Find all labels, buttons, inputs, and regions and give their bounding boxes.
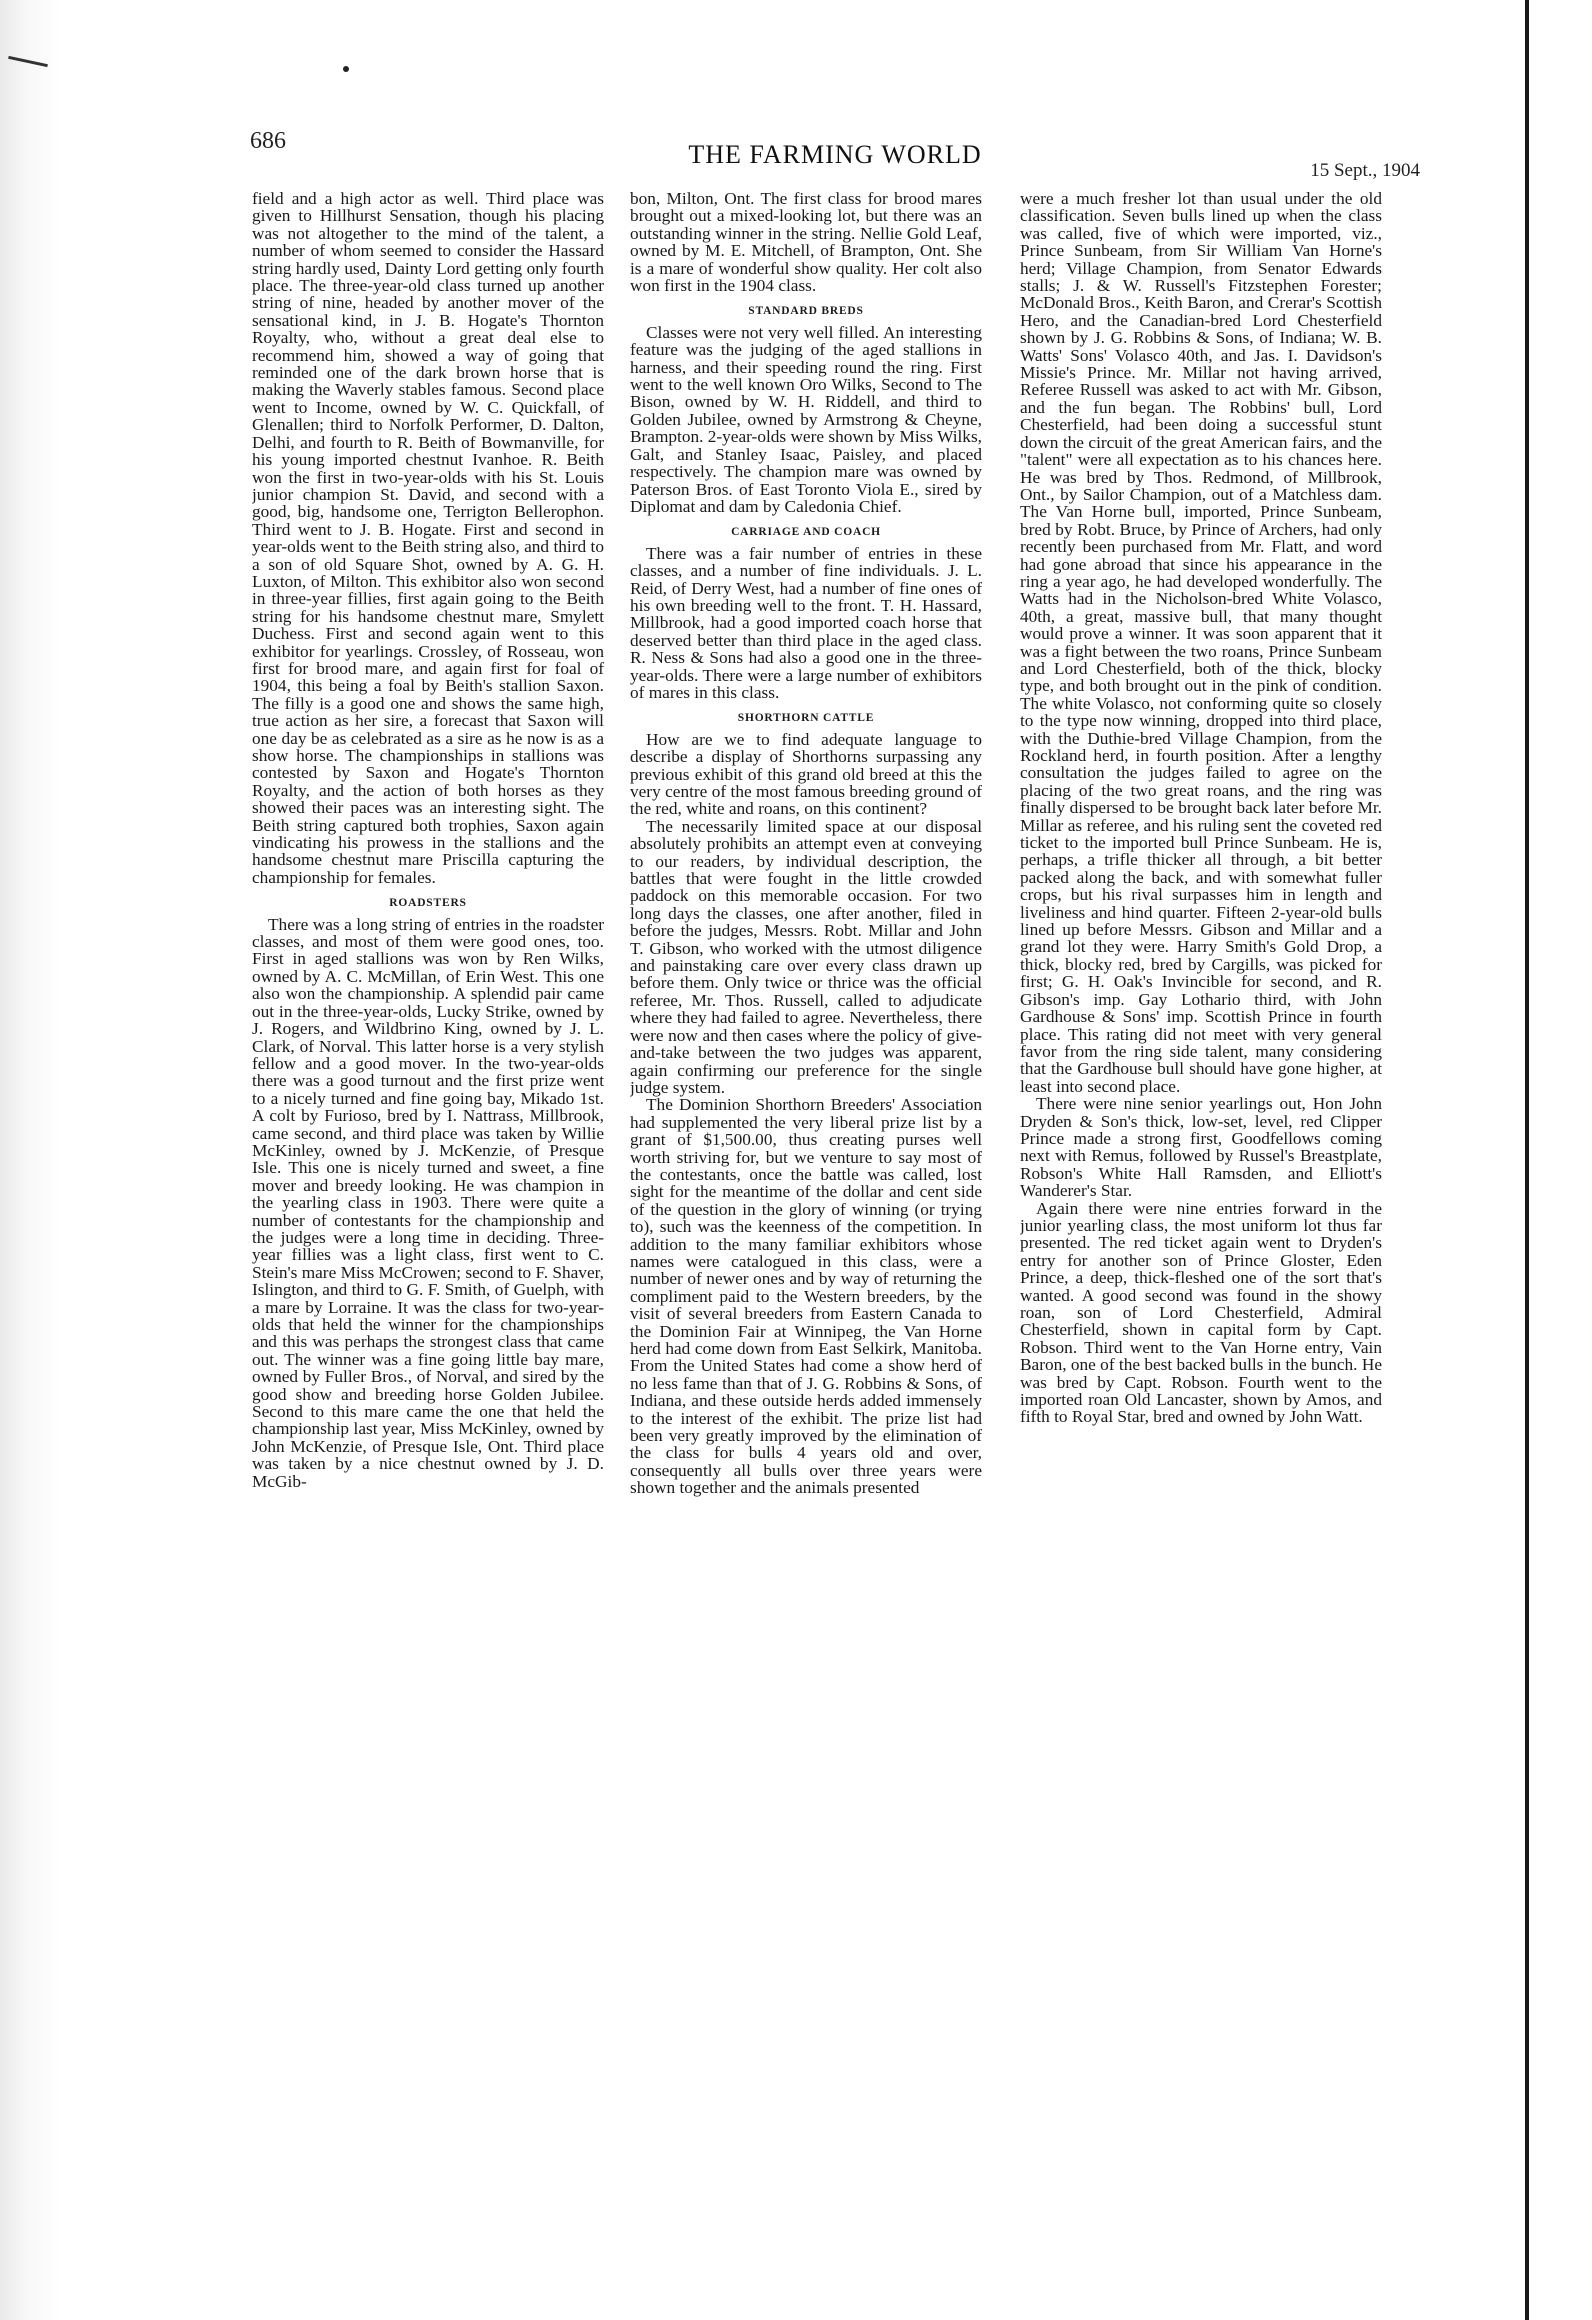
paragraph: were a much fresher lot than usual under the old classification. Seven bulls lined up when the class was called, five of which were imported, viz., Prince Sunbeam, from Sir William Van Horne's herd; Village Champion, from Senator Edwards stalls; J. & W. Russell's Fitzstephen Forester; McDonald Bros., Keith Baron, and Crerar's Scottish Hero, and the Canadian-bred Lord Chesterfield shown by J. G. Robbins & Sons, of Indiana; W. B. Watts' Sons' Volasco 40th, and Jas. I. Davidson's Missie's Prince. Mr. Millar not having arrived, Referee Russell was asked to act with Mr. Gibson, and the fun began. The Robbins' bull, Lord Chesterfield, had been doing a successful stunt down the circuit of the great American fairs, and the "talent" were all expectation as to his chances here. He was bred by Thos. Redmond, of Millbrook, Ont., by Sailor Champion, out of a Matchless dam. The Van Horne bull, imported, Prince Sunbeam, bred by Robt. Bruce, by Prince of Archers, had only recently been purchased from Mr. Flatt, and word had gone abroad that since his appearance in the ring a year ago, he had developed wonderfully. The Watts had in the Nicholson-bred White Volasco, 40th, a great, massive bull, that many thought would prove a winner. It was soon apparent that it was a fight between the two roans, Prince Sunbeam and Lord Chesterfield, both of the thick, blocky type, and both brought out in the pink of condition. The white Volasco, not conforming quite so closely to the type now winning, dropped into third place, with the Duthie-bred Village Champion, from the Rockland herd, in fourth position. After a lengthy consultation the judges failed to agree on the placing of the two great roans, and the ring was finally dispersed to be brought back later before Mr. Millar as referee, and his ruling sent the coveted red ticket to the imported bull Prince Sunbeam. He is, perhaps, a trifle thicker all through, a bit better packed along the back, and with somewhat fuller crops, but his rival surpasses him in length and liveliness and hind quarter. Fifteen 2-year-old bulls lined up before Messrs. Gibson and Millar and a grand lot they were. Harry Smith's Gold Drop, a thick, blocky red, bred by Cargills, was picked for first; G. H. Oak's Invincible for second, and R. Gibson's imp. Gay Lothario third, with John Gardhouse & Sons' imp. Scottish Prince in fourth place. This rating did not meet with very general favor from the ring side talent, many considering that the Gardhouse bull should have gone higher, at least into second place. [1020,190,1382,1096]
paragraph: How are we to find adequate language to describe a display of Shorthorns surpassing any previous exhibit of this grand old breed at this the very centre of the most famous breeding ground of the red, white and roans, on this continent? [630,729,982,819]
paragraph: There were nine senior yearlings out, Hon John Dryden & Son's thick, low-set, level, red Clipper Prince made a strong first, Goodfellows coming next with Remus, followed by Russel's Breastplate, Robson's White Hall Ramsden, and Elliott's Wanderer's Star. [1020,1094,1382,1201]
issue-date: 15 Sept., 1904 [1310,160,1420,181]
paragraph: Classes were not very well filled. An interesting feature was the judging of the aged stallions in harness, and their speeding round the ring. First went to the well known Oro Wilks, Second to The Bison, owned by W. H. Riddell, and third to Golden Jubilee, owned by Armstrong & Cheyne, Brampton. 2-year-olds were shown by Miss Wilks, Galt, and Stanley Isaac, Paisley, and placed respectively. The champion mare was owned by Paterson Bros. of East Toronto Viola E., sired by Diplomat and dam by Caledonia Chief. [630,322,982,516]
section-heading-shorthorn: SHORTHORN CATTLE [737,712,875,725]
page-number: 686 [250,128,286,154]
journal-title: THE FARMING WORLD [688,140,982,169]
paragraph: field and a high actor as well. Third place was given to Hillhurst Sensation, though his placing was not altogether to the mind of the talent, a number of whom seemed to consider the Hassard string hardly used, Dainty Lord getting only fourth place. The three-year-old class turned up another string of nine, headed by another mover of the sensational kind, in J. B. Hogate's Thornton Royalty, who, without a great deal else to recommend him, showed a way of going that reminded one of the dark brown horse that is making the Waverly stables famous. Second place went to Income, owned by W. C. Quickfall, of Glenallen; third to Norfolk Performer, D. Dalton, Delhi, and fourth to R. Beith of Bowmanville, for his young imported chestnut Ivanhoe. R. Beith won the first in two-year-olds with his St. Louis junior champion St. David, and second with a good, big, handsome one, Terrigton Bellerophon. Third went to J. B. Hogate. First and second in year-olds went to the Beith string also, and third to a son of old Square Shot, owned by A. G. H. Luxton, of Milton. This exhibitor also won second in three-year fillies, first again going to the Beith string for his handsome chestnut mare, Smylett Duchess. First and second again went to this exhibitor for yearlings. Crossley, of Rosseau, won first for brood mare, and again first for foal of 1904, this being a foal by Beith's stallion Saxon. The filly is a good one and shows the same high, true action as her sire, a forecast that Saxon will one day be as celebrated as a sire as he now is as a show horse. The championships in stallions was contested by Saxon and Hogate's Thornton Royalty, and the action of both horses as they showed their paces was an interesting sight. The Beith string captured both trophies, Saxon again vindicating his prowess in the stallions and the handsome chestnut mare Priscilla capturing the championship for females. [252,190,604,887]
paragraph: The Dominion Shorthorn Breeders' Association had supplemented the very liberal prize list by a grant of $1,500.00, thus creating purses well worth striving for, but we venture to say most of the contestants, once the battle was called, lost sight for the meantime of the dollar and cent side of the question in the glory of winning (or trying to), such was the keenness of the competition. In addition to the many familiar exhibitors whose names were catalogued in this class, were a number of newer ones and by way of returning the compliment paid to the Western breeders, by the visit of several breeders from Eastern Canada to the Dominion Fair at Winnipeg, the Van Horne herd had come down from East Selkirk, Manitoba. From the United States had come a show herd of no less fame than that of J. G. Robbins & Sons, of Indiana, and these outside herds added immensely to the interest of the exhibit. The prize list had been very greatly improved by the elimination of the class for bulls 4 years old and over, consequently all bulls over three years were shown together and the animals presented [630,1095,982,1498]
column-2 [630,190,982,2190]
paragraph: There was a long string of entries in the roadster classes, and most of them were good ones, too. First in aged stallions was won by Ren Wilks, owned by A. C. McMillan, of Erin West. This one also won the championship. A splendid pair came out in the three-year-olds, Lucky Strike, owned by J. Rogers, and Wildbrino King, owned by J. L. Clark, of Norval. This latter horse is a very stylish fellow and a good mover. In the two-year-olds there was a good turnout and the first prize went to a nicely turned and fine going bay, Mikado 1st. A colt by Furioso, bred by I. Nattrass, Millbrook, came second, and third place was taken by Willie McKinley, owned by J. McKenzie, of Presque Isle. This one is nicely turned and sweet, a fine mover and breedy looking. He was champion in the yearling class in 1903. There were quite a number of contestants for the championship and the judges were a long time in deciding. Three-year fillies was a light class, first went to C. Stein's mare Miss McCrowen; second to F. Shaver, Islington, and third to G. F. Smith, of Guelph, with a mare by Lorraine. It was the class for two-year-olds that held the winner for the championships and this was perhaps the strongest class that came out. The winner was a fine going little bay mare, owned by Fuller Bros., of Norval, and sired by the good show and breeding horse Golden Jubilee. Second to this mare came the one that held the championship last year, Miss McKinley, owned by John McKenzie, of Presque Isle, Ont. Third place was taken by a nice chestnut owned by J. D. McGib- [252,914,604,1491]
section-heading-carriage: CARRIAGE AND COACH [731,526,881,539]
ink-dot [343,66,349,72]
page-header [250,118,1420,181]
column-3 [1020,190,1382,2190]
paragraph: There was a fair number of entries in these classes, and a number of fine individuals. J. L. Reid, of Derry West, had a number of fine ones of his own breeding well to the front. T. H. Hassard, Millbrook, had a good imported coach horse that deserved better than third place in the aged class. R. Ness & Sons had also a good one in the three-year-olds. There were a large number of exhibitors of mares in this class. [630,543,982,702]
scan-edge [0,0,60,2320]
paragraph: The necessarily limited space at our disposal absolutely prohibits an attempt even at conveying to our readers, by individual description, the battles that were fought in the little crowded paddock on this memorable occasion. For two long days the classes, one after another, filed in before the judges, Messrs. Robt. Millar and John T. Gibson, who worked with the utmost diligence and painstaking care over every class drawn up before them. Only twice or thrice was the official referee, Mr. Thos. Russell, called to adjudicate where they had failed to agree. Nevertheless, there were now and then cases where the policy of give-and-take between the two judges was apparent, again confirming our preference for the single judge system. [630,816,982,1097]
section-heading-roadsters: ROADSTERS [389,897,467,910]
right-margin [1529,0,1592,2320]
column-1 [252,190,604,2190]
paragraph: bon, Milton, Ont. The first class for brood mares brought out a mixed-looking lot, but there was an outstanding winner in the string. Nellie Gold Leaf, owned by M. E. Mitchell, of Brampton, Ont. She is a mare of wonderful show quality. Her colt also won first in the 1904 class. [630,190,982,296]
paragraph: Again there were nine entries forward in the junior yearling class, the most uniform lot thus far presented. The red ticket again went to Dryden's entry for another son of Prince Gloster, Eden Prince, a deep, thick-fleshed one of the sort that's wanted. A good second was found in the showy roan, son of Lord Chesterfield, Admiral Chesterfield, shown in capital form by Capt. Robson. Third went to the Van Horne entry, Vain Baron, one of the best backed bulls in the bunch. He was bred by Capt. Robson. Fourth went to the imported roan Old Lancaster, shown by Amos, and fifth to Royal Star, bred and owned by John Watt. [1020,1198,1382,1427]
section-heading-standard-breds: STANDARD BREDS [748,305,864,318]
